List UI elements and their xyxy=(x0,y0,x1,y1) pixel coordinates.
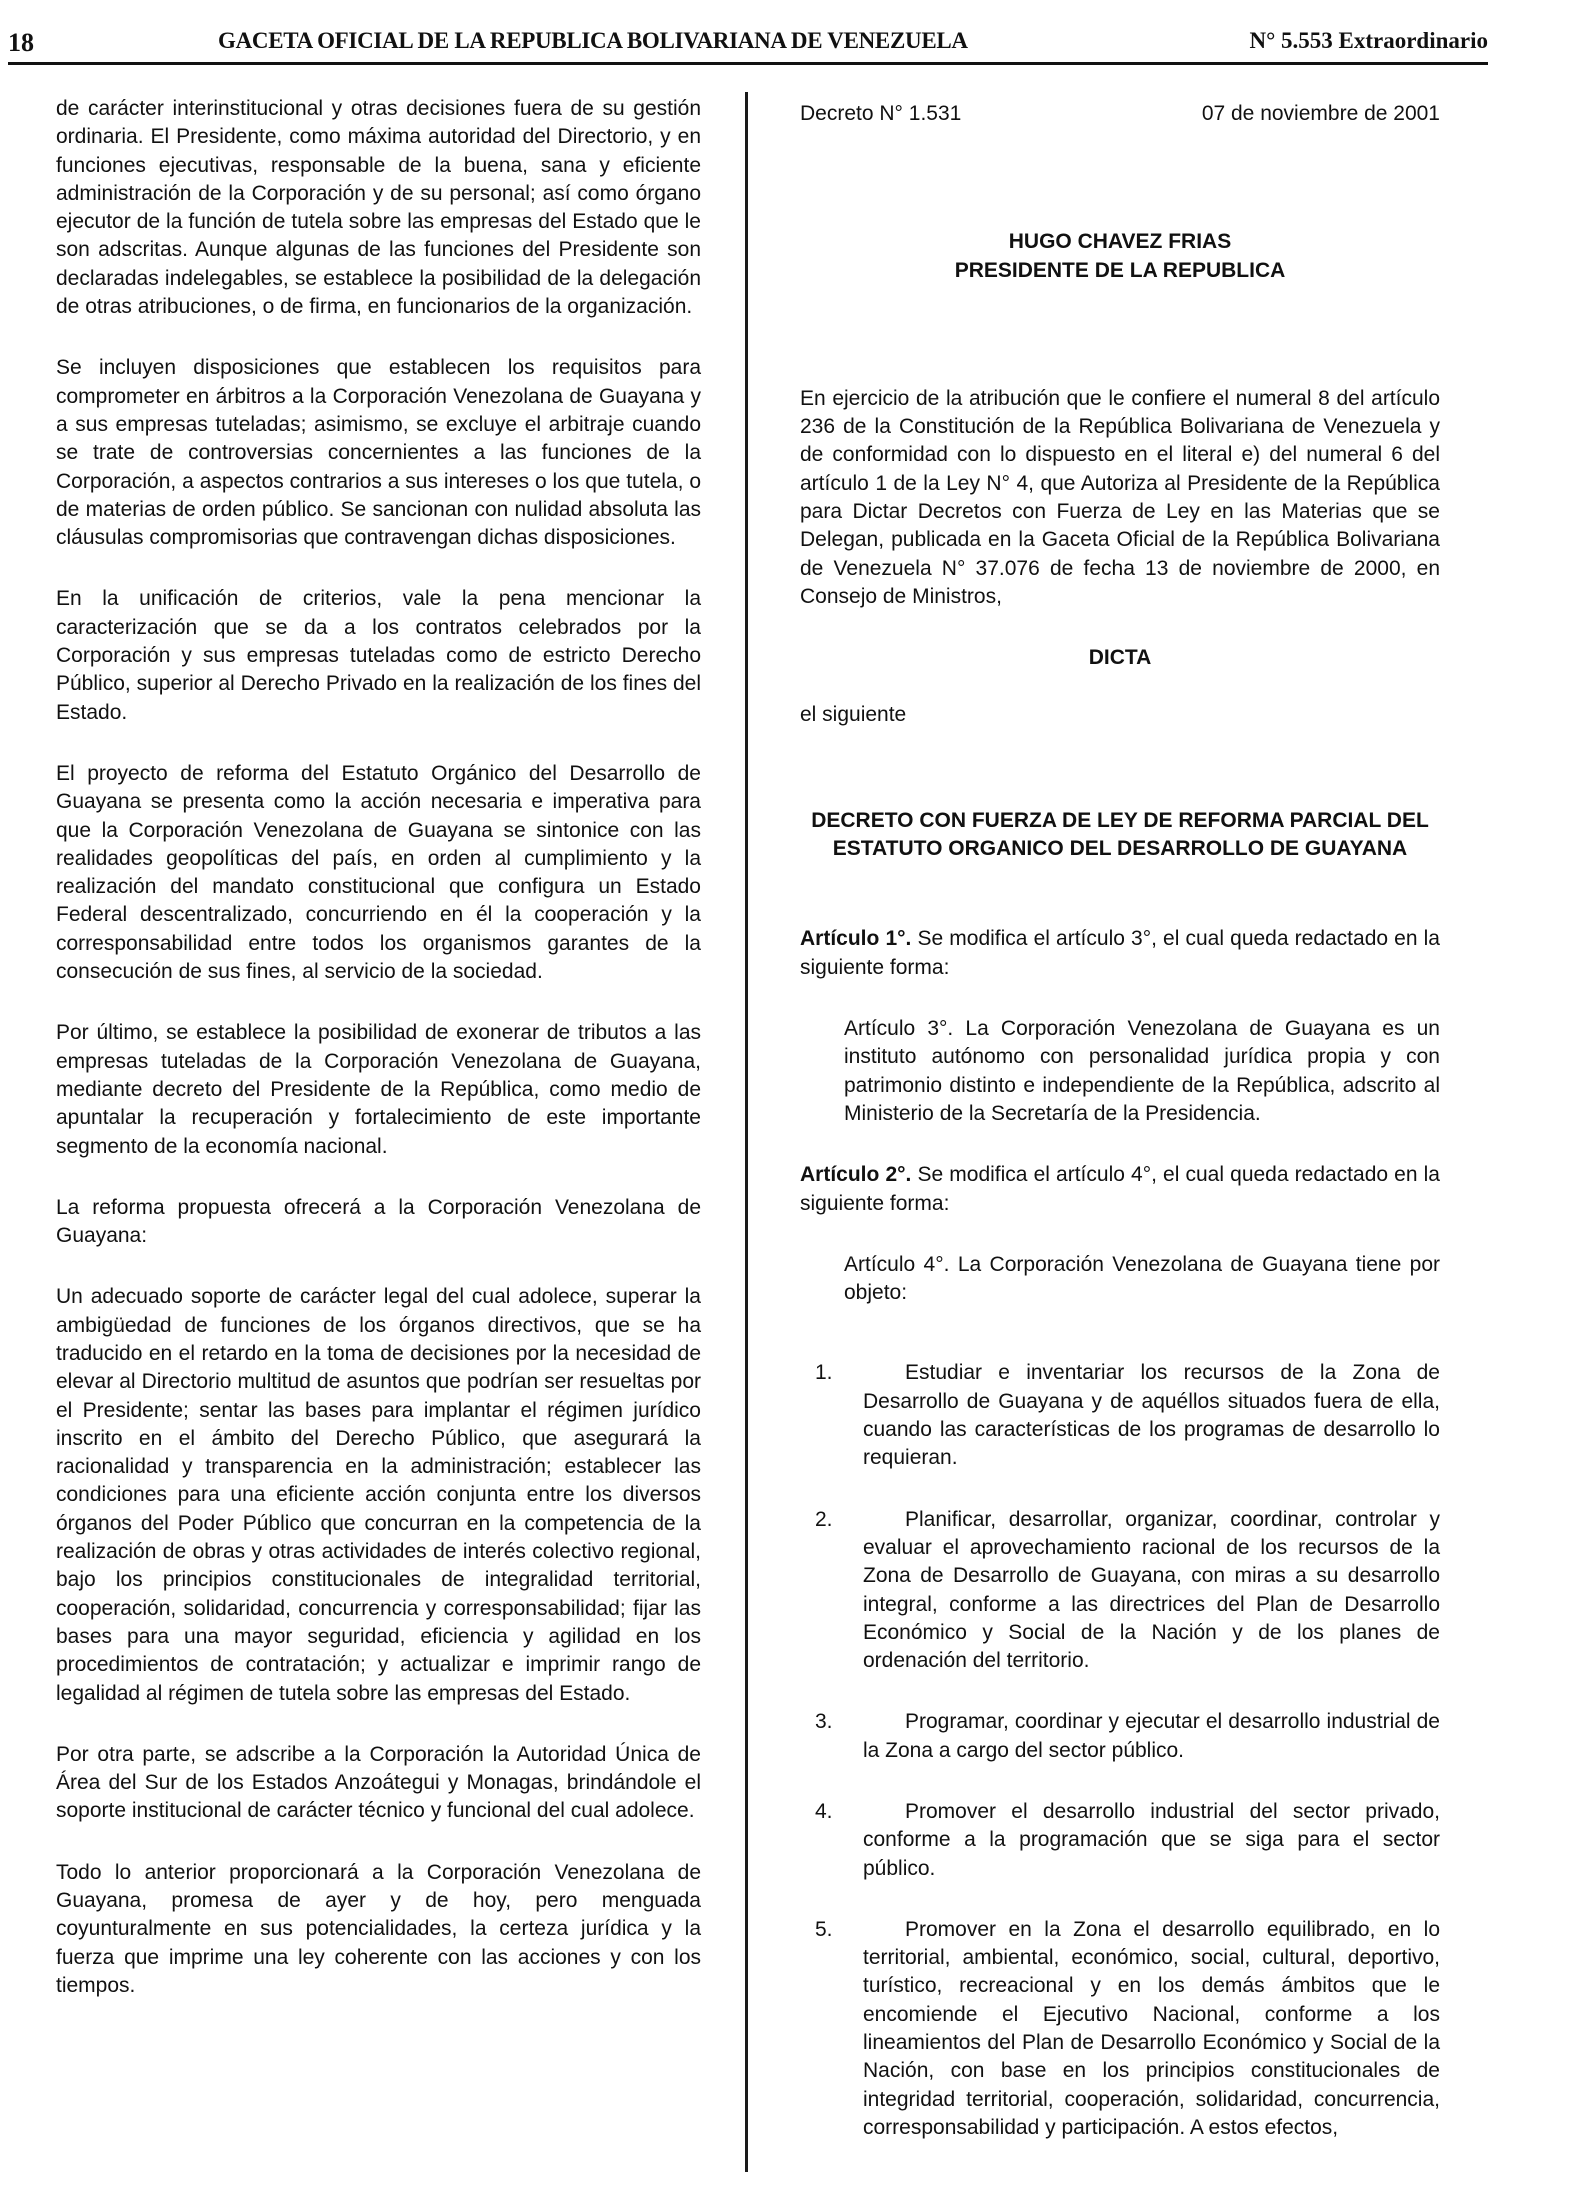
item-number: 1. xyxy=(815,1361,833,1385)
list-item xyxy=(800,1798,1440,1883)
paragraph: Por último, se establece la posibilidad de exonerar de tributos a las empresas tuteladas de la Corporación Venezolana de Guayana, mediante decreto del Presidente de la República, como medio de apuntalar la recuperación y fortalecimiento de este importante segmento de la economía nacional. xyxy=(56,1021,701,1158)
gazette-title: GACETA OFICIAL DE LA REPUBLICA BOLIVARIANA DE VENEZUELA xyxy=(218,28,968,53)
list-item xyxy=(800,1359,1440,1472)
item-number: 5. xyxy=(815,1917,833,1941)
president-title: PRESIDENTE DE LA REPUBLICA xyxy=(954,258,1286,282)
list-item xyxy=(800,1708,1440,1765)
paragraph: Un adecuado soporte de carácter legal del cual adolece, superar la ambigüedad de funciones de los órganos directivos, que se ha traducido en el retardo en la toma de decisiones por la necesidad de elevar al Directorio multitud de asuntos que podrían ser resueltas por el Presidente; sentar las bases para implantar el régimen jurídico inscrito en el ámbito del Derecho Público, que asegurará la racionalidad y transparencia en la administración; establecer las condiciones para una eficiente acción conjunta entre los diversos órganos del Poder Público que concurran en la competencia de la realización de obras y otras actividades de interés colectivo regional, bajo los principios constitucionales de integralidad territorial, cooperación, solidaridad, concurrencia y corresponsabilidad; fijar las bases para una mayor seguridad, eficiencia y agilidad en los procedimientos de contratación; y actualizar e imprimir rango de legalidad al régimen de tutela sobre las empresas del Estado. xyxy=(56,1285,701,1705)
paragraph: de carácter interinstitucional y otras decisiones fuera de su gestión ordinaria. El Presidente, como máxima autoridad del Directorio, y en funciones ejecutivas, responsable de la buena, sana y eficiente administración de la Corporación y de su personal; así como órgano ejecutor de la función de tutela sobre las empresas del Estado que le son adscritas. Aunque algunas de las funciones del Presidente son declaradas indelegables, se establece la posibilidad de la delegación de otras atribuciones, o de firma, en funcionarios de la organización. xyxy=(56,97,701,319)
list-item xyxy=(800,1916,1440,2142)
article-1 xyxy=(800,925,1440,982)
decree-date: 07 de noviembre de 2001 xyxy=(1201,102,1440,125)
left-column xyxy=(56,95,701,2033)
decree-title: DECRETO CON FUERZA DE LEY DE REFORMA PARCIAL DEL ESTATUTO ORGANICO DEL DESARROLLO DE GUAYANA xyxy=(811,808,1429,861)
objectives-list xyxy=(800,1359,1440,2142)
list-item xyxy=(800,1506,1440,1676)
item-text: Promover el desarrollo industrial del sector privado, conforme a la programación que se siga para el sector público. xyxy=(863,1799,1440,1880)
dicta-heading: DICTA xyxy=(1088,646,1152,670)
column-divider xyxy=(745,92,748,2172)
paragraph: Se incluyen disposiciones que establecen los requisitos para comprometer en árbitros a la Corporación Venezolana de Guayana y a sus empresas tuteladas; asimismo, se excluye el arbitraje cuando se trate de controversias concernientes a las funciones de la Corporación, a aspectos contrarios a sus intereses o los que tutela, o de materias de orden público. Se sancionan con nulidad absoluta las cláusulas compromisorias que contravengan dichas disposiciones. xyxy=(56,356,701,550)
preamble: En ejercicio de la atribución que le confiere el numeral 8 del artículo 236 de la Constitución de la República Bolivariana de Venezuela y de conformidad con lo dispuesto en el literal e) del numeral 6 del artículo 1 de la Ley N° 4, que Autoriza al Presidente de la República para Dictar Decretos con Fuerza de Ley en las Materias que se Delegan, publicada en la Gaceta Oficial de la República Bolivariana de Venezuela N° 37.076 de fecha 13 de noviembre de 2000, en Consejo de Ministros, xyxy=(800,386,1440,608)
decree-header xyxy=(800,100,1440,128)
following-text: el siguiente xyxy=(800,702,907,726)
item-number: 2. xyxy=(815,1507,833,1531)
president-block xyxy=(800,228,1440,285)
article-2 xyxy=(800,1161,1440,1218)
article-2-text: Se modifica el artículo 4°, el cual queda redactado en la siguiente forma: xyxy=(800,1163,1440,1215)
right-column xyxy=(800,100,1440,2175)
item-text: Estudiar e inventariar los recursos de la Zona de Desarrollo de Guayana y de aquéllos situados fuera de ella, cuando las características de los programas de desarrollo lo requieran. xyxy=(863,1361,1440,1470)
paragraph: Todo lo anterior proporcionará a la Corporación Venezolana de Guayana, promesa de ayer y de hoy, pero menguada coyunturalmente en sus potencialidades, la certeza jurídica y la fuerza que imprime una ley coherente con las acciones y con los tiempos. xyxy=(56,1860,701,1997)
paragraph: En la unificación de criterios, vale la pena mencionar la caracterización que se da a los contratos celebrados por la Corporación y sus empresas tuteladas como de estricto Derecho Público, superior al Derecho Privado en la realización de los fines del Estado. xyxy=(56,587,701,724)
article-3-quote: Artículo 3°. La Corporación Venezolana de Guayana es un instituto autónomo con personalidad jurídica propia y con patrimonio distinto e independiente de la República, adscrito al Ministerio de la Secretaría de la Presidencia. xyxy=(844,1017,1440,1125)
page-header xyxy=(8,22,1488,65)
page-number: 18 xyxy=(8,28,34,57)
item-text: Programar, coordinar y ejecutar el desarrollo industrial de la Zona a cargo del sector público. xyxy=(863,1710,1440,1762)
paragraph: La reforma propuesta ofrecerá a la Corporación Venezolana de Guayana: xyxy=(56,1195,701,1248)
item-text: Promover en la Zona el desarrollo equilibrado, en lo territorial, ambiental, económico, social, cultural, deportivo, turístico, recreacional y en los demás ámbitos que le encomiende el Ejecutivo Nacional, conforme a los lineamientos del Plan de Desarrollo Económico y Social de la Nación, con base en los principios constitucionales de integridad territorial, cooperación, solidaridad, concurrencia, corresponsabilidad y participación. A estos efectos, xyxy=(863,1917,1440,2139)
article-4-quote: Artículo 4°. La Corporación Venezolana de Guayana tiene por objeto: xyxy=(844,1252,1440,1305)
paragraph: El proyecto de reforma del Estatuto Orgánico del Desarrollo de Guayana se presenta como la acción necesaria e imperativa para que la Corporación Venezolana de Guayana se sintonice con las realidades geopolíticas del país, en orden al cumplimiento y la realización del mandato constitucional que configura un Estado Federal descentralizado, concurriendo en él la cooperación y la corresponsabilidad entre todos los organismos garantes de la consecución de sus fines, al servicio de la sociedad. xyxy=(56,761,701,984)
item-number: 3. xyxy=(815,1710,833,1734)
edition-number: N° 5.553 Extraordinario xyxy=(1249,28,1488,53)
decree-number: Decreto N° 1.531 xyxy=(800,102,962,125)
article-1-text: Se modifica el artículo 3°, el cual queda redactado en la siguiente forma: xyxy=(800,927,1440,979)
president-name: HUGO CHAVEZ FRIAS xyxy=(1008,230,1232,254)
item-number: 4. xyxy=(815,1799,833,1823)
article-1-label: Artículo 1°. xyxy=(800,927,912,951)
article-2-label: Artículo 2°. xyxy=(800,1163,912,1187)
item-text: Planificar, desarrollar, organizar, coordinar, controlar y evaluar el aprovechamiento racional de los recursos de la Zona de Desarrollo de Guayana, con miras a su desarrollo integral, conforme a las directrices del Plan de Desarrollo Económico y Social de la Nación y de los planes de ordenación del territorio. xyxy=(863,1507,1440,1673)
paragraph: Por otra parte, se adscribe a la Corporación la Autoridad Única de Área del Sur de los Estados Anzoátegui y Monagas, brindándole el soporte institucional de carácter técnico y funcional del cual adolece. xyxy=(56,1742,701,1823)
